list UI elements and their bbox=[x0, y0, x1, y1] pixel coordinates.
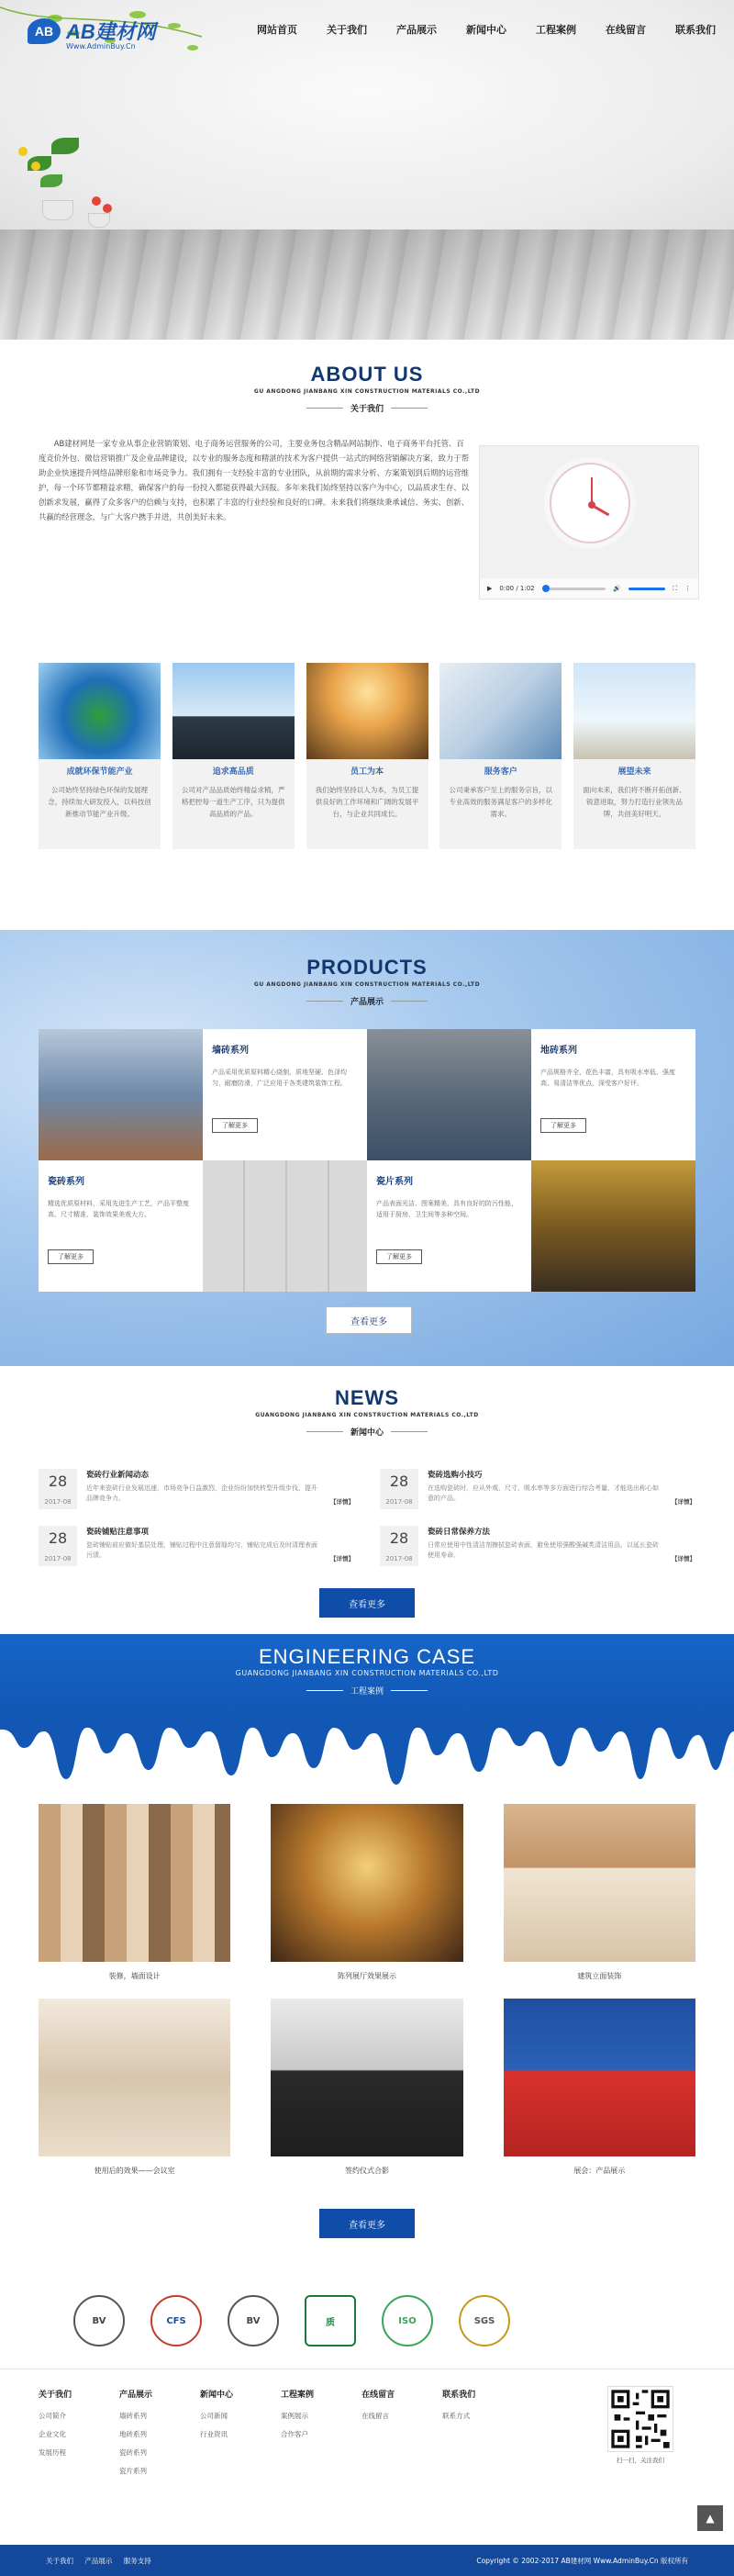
case-item[interactable] bbox=[271, 1999, 462, 2182]
feature-card[interactable] bbox=[172, 663, 295, 849]
engineering-en: GUANGDONG JIANBANG XIN CONSTRUCTION MATERIALS CO.,LTD bbox=[235, 1669, 499, 1677]
news-title[interactable]: 瓷砖行业新闻动态 bbox=[86, 1471, 150, 1480]
logo-sub: Www.AdminBuy.Cn bbox=[66, 42, 136, 50]
news-title: NEWS bbox=[335, 1386, 399, 1409]
iso-logo: ISO bbox=[382, 2295, 433, 2346]
case-caption: 陈列展厅效果展示 bbox=[337, 1972, 396, 1980]
footer-col-news: 新闻中心 公司新闻 行业资讯 bbox=[200, 2391, 234, 2438]
nav-news[interactable]: 新闻中心 bbox=[466, 24, 506, 36]
paint-drip-decoration bbox=[0, 1715, 734, 1798]
card-title: 服务客户 bbox=[484, 767, 517, 777]
case-image bbox=[271, 1999, 462, 2156]
news-detail-link[interactable]: 【详情】 bbox=[330, 1555, 354, 1562]
card-text: 我们始终坚持以人为本，为员工提供良好的工作环境和广阔的发展平台，与企业共同成长。 bbox=[315, 786, 419, 818]
product-text: 精选优质原材料，采用先进生产工艺，产品平整度高、尺寸精准，装饰效果美观大方。 bbox=[48, 1200, 189, 1218]
news-detail-link[interactable]: 【详情】 bbox=[672, 1555, 695, 1562]
news-date: 28 2017-08 bbox=[380, 1469, 418, 1509]
feature-card[interactable] bbox=[39, 663, 161, 849]
about-cn: 关于我们 bbox=[306, 402, 428, 414]
nav-home[interactable]: 网站首页 bbox=[257, 24, 297, 36]
about-section bbox=[0, 363, 734, 592]
case-caption: 使用后的效果——会议室 bbox=[94, 2167, 175, 2175]
news-date: 28 2017-08 bbox=[380, 1526, 418, 1566]
video-progress[interactable] bbox=[542, 588, 606, 590]
about-body: AB建材网是一家专业从事企业营销策划、电子商务运营服务的公司，主要业务包含精品网站制作、电子商务平台托管、百度竞价外包、微信营销推广及企业品牌建设，以专业的服务态度和精湛的技术为客户提供一站式的网络营销解决方案，致力于帮助企业快速提升网络品牌形象和市场竞争力。我们拥有一支经验丰富的专业团队，从前期的需求分析、方案策划到后期的运营维护，每一个环节都精益求精，确保客户的每一份投入都能获得最大回报。多年来我们始终坚持以客户为中心，以品质求生存、以创新求发展，赢得了众多客户的信赖与支持，也积累了丰富的行业经验和良好的口碑。未来我们将继续秉承诚信、务实、创新、共赢的经营理念，与广大客户携手并进，共创美好未来。 bbox=[39, 439, 469, 521]
climbers-image bbox=[172, 663, 295, 759]
news-detail-link[interactable]: 【详情】 bbox=[330, 1498, 354, 1506]
hero-banner bbox=[0, 0, 734, 340]
news-date: 28 2017-08 bbox=[39, 1469, 77, 1509]
bureau-veritas-logo: BV bbox=[228, 2295, 279, 2346]
case-grid bbox=[39, 1804, 695, 2182]
nav-products[interactable]: 产品展示 bbox=[396, 24, 437, 36]
product-image[interactable] bbox=[531, 1160, 695, 1292]
news-item[interactable] bbox=[380, 1526, 695, 1566]
case-image bbox=[39, 1999, 230, 2156]
case-item[interactable] bbox=[504, 1804, 695, 1988]
volume-icon[interactable]: 🔊 bbox=[613, 585, 622, 592]
product-title: 地砖系列 bbox=[540, 1046, 577, 1056]
product-more-button[interactable]: 了解更多 bbox=[48, 1249, 94, 1264]
bureau-veritas-logo: BV bbox=[73, 2295, 125, 2346]
cases-view-more-button[interactable]: 查看更多 bbox=[319, 2209, 415, 2238]
footer-col-contact: 联系我们 联系方式 bbox=[442, 2391, 476, 2420]
sgs-logo: SGS bbox=[459, 2295, 510, 2346]
bottom-link[interactable]: 产品展示 bbox=[84, 2556, 113, 2565]
news-item[interactable] bbox=[39, 1526, 354, 1566]
product-title: 瓷砖系列 bbox=[48, 1177, 84, 1187]
news-detail-link[interactable]: 【详情】 bbox=[672, 1498, 695, 1506]
news-summary: 在选购瓷砖时，应从外观、尺寸、吸水率等多方面进行综合考量，才能选出称心如意的产品。 bbox=[428, 1484, 659, 1502]
engineering-banner bbox=[0, 1634, 734, 1799]
footer-col-products: 产品展示 墙砖系列 地砖系列 瓷砖系列 瓷片系列 bbox=[119, 2391, 153, 2475]
card-title: 追求高品质 bbox=[212, 767, 254, 777]
news-summary: 近年来瓷砖行业发展迅速，市场竞争日益激烈，企业纷纷加快转型升级步伐，提升品牌竞争力。 bbox=[86, 1484, 317, 1502]
team-sunset-image bbox=[306, 663, 428, 759]
footer bbox=[0, 2369, 734, 2576]
products-heading bbox=[0, 930, 734, 1007]
feature-card[interactable] bbox=[439, 663, 562, 849]
news-heading bbox=[0, 1386, 734, 1438]
news-item[interactable] bbox=[380, 1469, 695, 1509]
logo-name: AB建材网 bbox=[66, 20, 156, 43]
news-title[interactable]: 瓷砖选购小技巧 bbox=[428, 1471, 483, 1480]
card-text: 公司对产品品质始终精益求精，严格把控每一道生产工序，只为提供高品质的产品。 bbox=[182, 786, 285, 818]
cfs-logo: CFS bbox=[150, 2295, 202, 2346]
case-image bbox=[504, 1804, 695, 1962]
card-text: 公司秉承客户至上的服务宗旨，以专业高效的服务满足客户的多样化需求。 bbox=[449, 786, 552, 818]
footer-bottom-bar bbox=[0, 2545, 734, 2576]
flower bbox=[18, 147, 28, 156]
about-title: ABOUT US bbox=[310, 363, 424, 386]
news-summary: 日常应使用中性清洁剂擦拭瓷砖表面，避免使用强酸强碱类清洁用品，以延长瓷砖使用寿命。 bbox=[428, 1541, 659, 1559]
news-summary: 瓷砖铺贴前应做好基层处理，铺贴过程中注意留缝均匀，铺贴完成后及时清理表面污渍。 bbox=[86, 1541, 317, 1559]
more-options-icon[interactable]: ⋮ bbox=[684, 585, 691, 592]
product-text: 产品采用优质原料精心烧制，质地坚硬、色泽均匀，耐磨防滑，广泛应用于各类建筑装饰工程。 bbox=[212, 1069, 347, 1087]
news-cn: 新闻中心 bbox=[306, 1426, 428, 1438]
card-title: 成就环保节能产业 bbox=[66, 767, 133, 777]
copyright: Copyright © 2002-2017 AB建材网 Www.AdminBuy.Cn 版权所有 bbox=[476, 2556, 688, 2565]
product-card[interactable] bbox=[203, 1029, 367, 1160]
product-more-button[interactable]: 了解更多 bbox=[376, 1249, 422, 1264]
qr-caption: 扫一扫，关注我们 bbox=[617, 2457, 664, 2464]
engineering-heading bbox=[0, 1645, 734, 1697]
case-caption: 展会：产品展示 bbox=[573, 2167, 626, 2175]
case-caption: 签约仪式合影 bbox=[344, 2167, 389, 2175]
play-icon[interactable]: ▶ bbox=[487, 585, 493, 592]
plant-pot bbox=[42, 200, 73, 220]
about-heading bbox=[0, 363, 734, 414]
bottom-link[interactable]: 关于我们 bbox=[46, 2556, 73, 2565]
card-text: 公司始终坚持绿色环保的发展理念，持续加大研发投入，以科技创新推动节能产业升级。 bbox=[48, 786, 151, 818]
about-en: GU ANGDONG JIANBANG XIN CONSTRUCTION MATERIALS CO.,LTD bbox=[253, 388, 481, 395]
video-time: 0:00 / 1:02 bbox=[499, 585, 535, 592]
footer-col-about: 关于我们 公司简介 企业文化 发展历程 bbox=[39, 2391, 72, 2457]
feature-card[interactable] bbox=[306, 663, 428, 849]
products-view-more-button[interactable]: 查看更多 bbox=[326, 1306, 412, 1334]
case-item[interactable] bbox=[39, 1999, 230, 2182]
volume-slider[interactable] bbox=[628, 588, 665, 590]
bottom-link[interactable]: 服务支持 bbox=[123, 2556, 151, 2565]
card-title: 展望未来 bbox=[617, 767, 651, 777]
product-card[interactable] bbox=[531, 1029, 695, 1160]
product-text: 产品表面光洁、图案精美，具有良好的防污性能，适用于厨房、卫生间等多种空间。 bbox=[376, 1200, 517, 1218]
case-item[interactable] bbox=[504, 1999, 695, 2182]
product-text: 产品规格齐全、花色丰富，具有吸水率低、强度高、易清洁等优点，深受客户好评。 bbox=[540, 1069, 675, 1087]
footer-columns bbox=[39, 2388, 475, 2484]
feature-card[interactable] bbox=[573, 663, 695, 849]
card-text: 面向未来，我们将不断开拓创新、锐意进取，努力打造行业领先品牌，共创美好明天。 bbox=[583, 786, 686, 818]
case-caption: 装修，墙面设计 bbox=[108, 1972, 161, 1980]
products-title: PRODUCTS bbox=[306, 956, 428, 979]
product-title: 墙砖系列 bbox=[212, 1046, 249, 1056]
nav-cases[interactable]: 工程案例 bbox=[536, 24, 576, 36]
footer-col-message: 在线留言 在线留言 bbox=[361, 2391, 395, 2420]
footer-bottom-links bbox=[46, 2556, 161, 2566]
product-grid bbox=[39, 1029, 695, 1292]
video-player[interactable] bbox=[479, 445, 699, 599]
product-image[interactable] bbox=[39, 1029, 203, 1160]
news-title[interactable]: 瓷砖日常保养方法 bbox=[428, 1528, 491, 1537]
engineering-cn: 工程案例 bbox=[306, 1685, 428, 1697]
back-to-top-button[interactable] bbox=[697, 2505, 723, 2531]
runner-image bbox=[573, 663, 695, 759]
feature-cards bbox=[39, 663, 695, 849]
news-en: GUANGDONG JIANBANG XIN CONSTRUCTION MATERIALS CO.,LTD bbox=[255, 1412, 479, 1418]
main-nav bbox=[257, 22, 716, 37]
case-item[interactable] bbox=[39, 1804, 230, 1988]
fullscreen-icon[interactable]: ⛶ bbox=[673, 584, 677, 592]
nav-message[interactable]: 在线留言 bbox=[606, 24, 646, 36]
qr-code bbox=[607, 2386, 673, 2452]
news-date: 28 2017-08 bbox=[39, 1526, 77, 1566]
case-image bbox=[271, 1804, 462, 1962]
footer-col-cases: 工程案例 案例展示 合作客户 bbox=[281, 2391, 315, 2438]
products-cn: 产品展示 bbox=[306, 995, 428, 1007]
case-image bbox=[504, 1999, 695, 2156]
news-title[interactable]: 瓷砖铺贴注意事项 bbox=[86, 1528, 150, 1537]
clock-icon bbox=[550, 463, 630, 543]
network-hand-image bbox=[439, 663, 562, 759]
video-controls bbox=[480, 578, 698, 599]
nav-contact[interactable]: 联系我们 bbox=[675, 24, 716, 36]
products-section bbox=[0, 930, 734, 1366]
product-image[interactable] bbox=[367, 1029, 531, 1160]
product-more-button[interactable]: 了解更多 bbox=[540, 1118, 586, 1133]
product-card[interactable] bbox=[39, 1160, 203, 1292]
certification-logos bbox=[73, 2295, 532, 2346]
news-section bbox=[0, 1386, 734, 1610]
news-item[interactable] bbox=[39, 1469, 354, 1509]
nav-about[interactable]: 关于我们 bbox=[327, 24, 367, 36]
site-logo[interactable] bbox=[28, 17, 156, 50]
product-title: 瓷片系列 bbox=[376, 1177, 413, 1187]
card-title: 员工为本 bbox=[350, 767, 384, 777]
products-en: GU ANGDONG JIANBANG XIN CONSTRUCTION MATERIALS CO.,LTD bbox=[253, 981, 481, 988]
case-item[interactable] bbox=[271, 1804, 462, 1988]
product-card[interactable] bbox=[367, 1160, 531, 1292]
case-caption: 建筑立面装饰 bbox=[577, 1972, 622, 1980]
arrow-up-icon: ▲ bbox=[706, 2512, 715, 2525]
case-image bbox=[39, 1804, 230, 1962]
news-view-more-button[interactable]: 查看更多 bbox=[319, 1588, 415, 1618]
globe-image bbox=[39, 663, 161, 759]
product-image[interactable] bbox=[203, 1160, 367, 1292]
quality-cert-logo: 质 bbox=[305, 2295, 356, 2346]
product-more-button[interactable]: 了解更多 bbox=[212, 1118, 258, 1133]
engineering-title: ENGINEERING CASE bbox=[258, 1645, 476, 1668]
logo-mark: AB bbox=[28, 18, 61, 44]
news-list bbox=[39, 1469, 695, 1566]
